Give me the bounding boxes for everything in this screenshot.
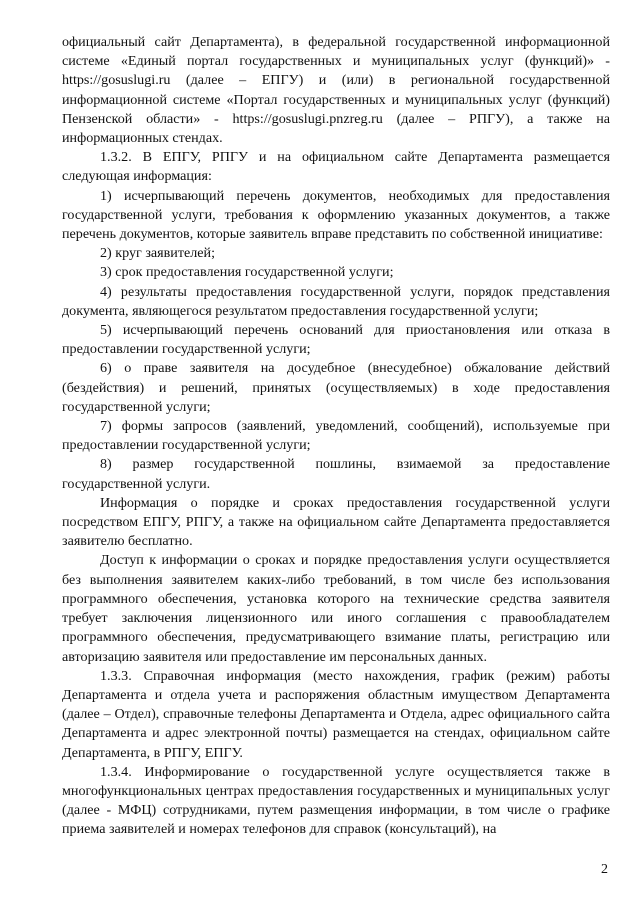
list-item-8: 8) размер государственной пошлины, взимаемой за предоставление государственной услуги. (62, 456, 610, 492)
paragraph-1-3-2: 1.3.2. В ЕПГУ, РПГУ и на официальном сайте Департамента размещается следующая информация: (62, 149, 610, 185)
paragraph-free-info: Информация о порядке и сроках предоставления государственной услуги посредством ЕПГУ, РПГУ, а также на официальном сайте Департамента предоставляется заявителю бесплатно. (62, 494, 610, 550)
page-number: 2 (601, 862, 608, 877)
list-item-4: 4) результаты предоставления государственной услуги, порядок представления документа, являющегося результатом предоставления государственной услуги; (62, 283, 610, 319)
list-item-7: 7) формы запросов (заявлений, уведомлений, сообщений), используемые при предоставлении государственной услуги; (62, 418, 610, 454)
paragraph-1-3-3: 1.3.3. Справочная информация (место нахождения, график (режим) работы Департамента и отдела учета и распоряжения областным имуществом Департамента (далее – Отдел), справочные телефоны Департамента и Отдела, адрес официального сайта Департамента и адрес электронной почты) размещается на стендах, официальном сайте Департамента, в РПГУ, ЕПГУ. (62, 667, 610, 761)
list-item-3: 3) срок предоставления государственной услуги; (100, 264, 394, 281)
list-item-1: 1) исчерпывающий перечень документов, необходимых для предоставления государственной услуги, требования к оформлению указанных документов, а также перечень документов, которые заявитель вправе представить по собственной инициативе: (62, 187, 610, 243)
list-item-2: 2) круг заявителей; (100, 245, 215, 262)
list-item-5: 5) исчерпывающий перечень оснований для приостановления или отказа в предоставлении государственной услуги; (62, 322, 610, 358)
list-item-6: 6) о праве заявителя на досудебное (внесудебное) обжалование действий (бездействия) и решений, принятых (осуществляемых) в ходе предоставления государственной услуги; (62, 360, 610, 415)
document-page (62, 33, 610, 840)
paragraph-1-3-4: 1.3.4. Информирование о государственной услуге осуществляется также в многофункциональных центрах предоставления государственных и муниципальных услуг (далее - МФЦ) сотрудниками, путем размещения информации, в том числе о графике приема заявителей и номерах телефонов для справок (консультаций), на (62, 763, 610, 838)
paragraph-1: официальный сайт Департамента), в федеральной государственной информационной системе «Единый портал государственных и муниципальных услуг (функций)» - https://gosuslugi.ru (далее – ЕПГУ) и (или) в региональной государственной информационной системе «Портал государственных и муниципальных услуг (функций) Пензенской области» - https://gosuslugi.pnzreg.ru (далее – РПГУ), а также на информационных стендах. (62, 34, 610, 147)
paragraph-access: Доступ к информации о сроках и порядке предоставления услуги осуществляется без выполнения заявителем каких-либо требований, в том числе без использования программного обеспечения, установка которого на технические средства заявителя требует заключения лицензионного или иного соглашения с правообладателем программного обеспечения, предусматривающего взимание платы, регистрацию или авторизацию заявителя или предоставление им персональных данных. (62, 552, 610, 665)
